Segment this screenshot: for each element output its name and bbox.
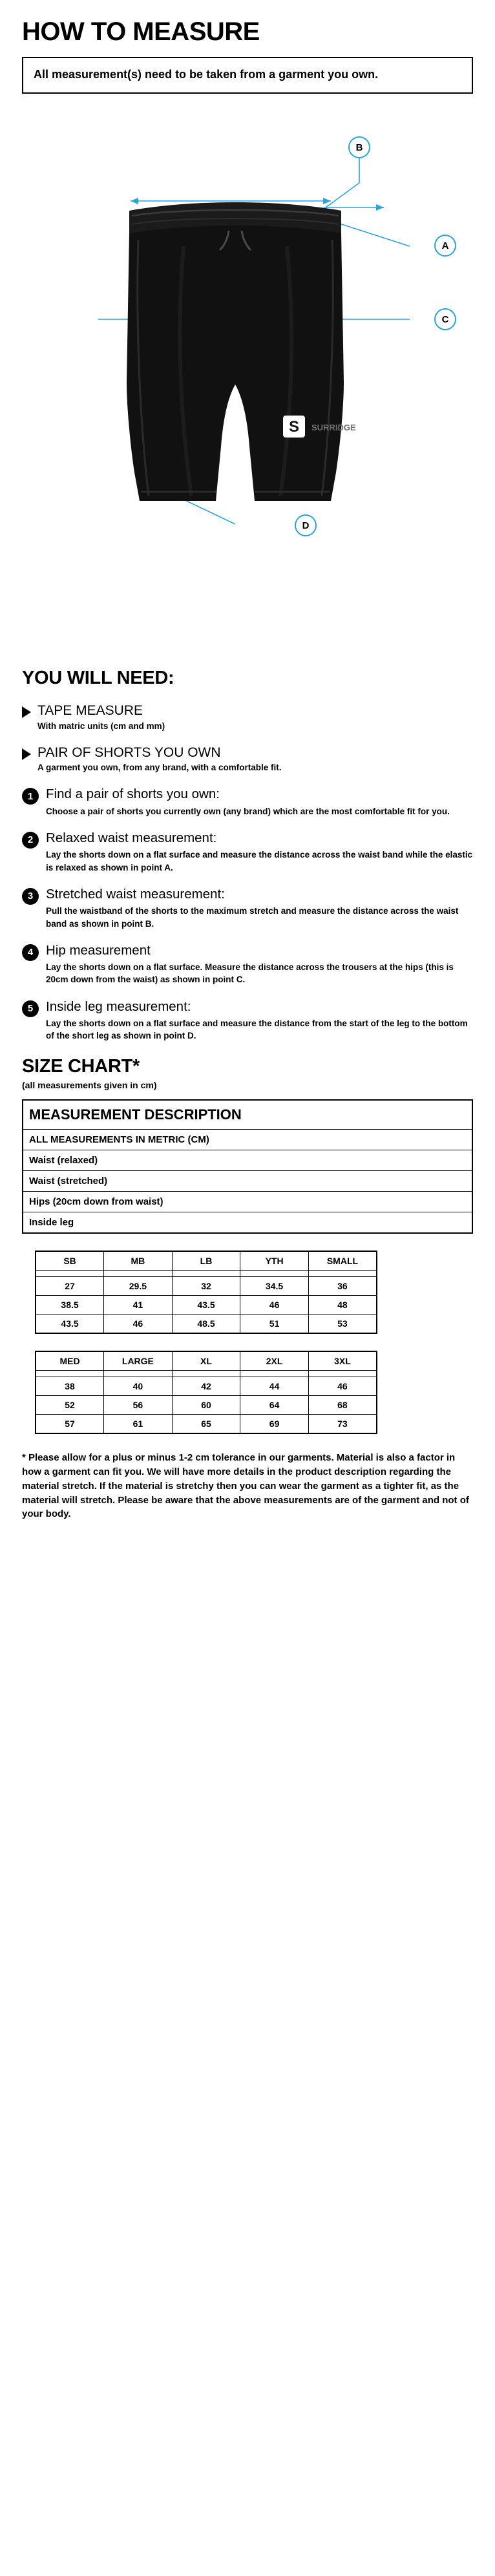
- callout-c-label: C: [441, 313, 449, 325]
- spacer-cell: [240, 1271, 309, 1277]
- spacer-cell: [172, 1371, 240, 1377]
- cell: 27: [36, 1277, 104, 1296]
- table-row: [36, 1377, 377, 1396]
- step-title: Inside leg measurement:: [46, 998, 191, 1014]
- cell: 53: [308, 1314, 377, 1334]
- notice-text: All measurement(s) need to be taken from a garment you own.: [34, 68, 379, 81]
- you-will-need-heading: YOU WILL NEED:: [22, 668, 174, 689]
- svg-text:SURRIDGE: SURRIDGE: [311, 423, 356, 433]
- need-title: TAPE MEASURE: [37, 703, 143, 719]
- measurement-description-header: MEASUREMENT DESCRIPTION: [23, 1100, 472, 1130]
- cell: 38.5: [36, 1296, 104, 1314]
- size-table-adult: [35, 1351, 377, 1434]
- step-title: Relaxed waist measurement:: [46, 830, 217, 845]
- table-row: [36, 1415, 377, 1434]
- shorts-diagram: [22, 111, 473, 653]
- cell: 43.5: [172, 1296, 240, 1314]
- measurement-row-inside-leg: Inside leg: [29, 1217, 74, 1229]
- table-header-row: [36, 1251, 377, 1271]
- cell: 34.5: [240, 1277, 309, 1296]
- cell: 46: [104, 1314, 173, 1334]
- size-header-med: MED: [36, 1351, 104, 1371]
- spacer-cell: [36, 1371, 104, 1377]
- spacer-cell: [104, 1371, 173, 1377]
- cell: 42: [172, 1377, 240, 1396]
- table-row: [23, 1130, 472, 1150]
- size-chart-note: (all measurements given in cm): [22, 1080, 157, 1091]
- cell: 46: [308, 1377, 377, 1396]
- spacer-cell: [308, 1271, 377, 1277]
- table-header-row: [36, 1351, 377, 1371]
- table-row: [23, 1171, 472, 1192]
- measurement-description-table: [22, 1099, 473, 1234]
- size-header-xl: XL: [172, 1351, 240, 1371]
- size-header-3xl: 3XL: [308, 1351, 377, 1371]
- callout-b-label: B: [355, 142, 363, 153]
- shorts-illustration: [22, 111, 473, 653]
- step-1: [22, 787, 473, 818]
- cell: 52: [36, 1396, 104, 1415]
- cell: 46: [240, 1296, 309, 1314]
- cell: 60: [172, 1396, 240, 1415]
- step-5: [22, 999, 473, 1042]
- cell: 41: [104, 1296, 173, 1314]
- triangle-bullet-icon: [22, 748, 31, 760]
- step-desc: Pull the waistband of the shorts to the maximum stretch and measure the distance across the waist band as shown in point B.: [46, 906, 459, 929]
- cell: 64: [240, 1396, 309, 1415]
- spacer-cell: [172, 1271, 240, 1277]
- measurement-row-hips: Hips (20cm down from waist): [23, 1192, 472, 1212]
- need-item-shorts: [22, 745, 473, 774]
- table-row: [36, 1296, 377, 1314]
- size-header-lb: LB: [172, 1251, 240, 1271]
- cell: 48.5: [172, 1314, 240, 1334]
- cell: 40: [104, 1377, 173, 1396]
- size-header-sb: SB: [36, 1251, 104, 1271]
- table-row: [23, 1192, 472, 1212]
- step-2: [22, 830, 473, 874]
- spacer-cell: [308, 1371, 377, 1377]
- cell: 69: [240, 1415, 309, 1434]
- page-title: HOW TO MEASURE: [22, 17, 260, 46]
- step-4: [22, 943, 473, 986]
- cell: 68: [308, 1396, 377, 1415]
- cell: 56: [104, 1396, 173, 1415]
- table-row: [23, 1100, 472, 1130]
- need-title: PAIR OF SHORTS YOU OWN: [37, 744, 221, 760]
- size-header-yth: YTH: [240, 1251, 309, 1271]
- cell: 32: [172, 1277, 240, 1296]
- measurement-row-waist-stretched: Waist (stretched): [23, 1171, 472, 1192]
- cell: 36: [308, 1277, 377, 1296]
- size-header-mb: MB: [104, 1251, 173, 1271]
- notice-box: [22, 57, 473, 94]
- cell: 65: [172, 1415, 240, 1434]
- table-row: [23, 1212, 472, 1234]
- table-spacer-row: [36, 1271, 377, 1277]
- size-chart-footnote: * Please allow for a plus or minus 1-2 cm tolerance in our garments. Material is also a factor in how a garment can fit you. We will have more details in the product description regarding the material stretch. If the material is stretchy then you can wear the garment as a tighter fit, as the material will stretch. Please be aware that the above measurements are of the garment and not of your body.: [22, 1452, 469, 1520]
- step-title: Hip measurement: [46, 942, 151, 958]
- spacer-cell: [240, 1371, 309, 1377]
- cell: 61: [104, 1415, 173, 1434]
- step-number: 1: [22, 788, 39, 805]
- step-desc: Choose a pair of shorts you currently own (any brand) which are the most comfortable fit for you.: [46, 806, 450, 816]
- step-desc: Lay the shorts down on a flat surface. Measure the distance across the trousers at the hips (this is 20cm down from the waist) as shown in point C.: [46, 962, 454, 985]
- need-desc: With matric units (cm and mm): [37, 721, 165, 731]
- step-title: Find a pair of shorts you own:: [46, 787, 220, 802]
- step-number: 3: [22, 888, 39, 905]
- spacer-cell: [104, 1271, 173, 1277]
- measurement-row-waist-relaxed: Waist (relaxed): [23, 1150, 472, 1171]
- size-chart-heading: SIZE CHART*: [22, 1056, 140, 1077]
- cell: 43.5: [36, 1314, 104, 1334]
- triangle-bullet-icon: [22, 706, 31, 718]
- step-3: [22, 887, 473, 930]
- cell: 57: [36, 1415, 104, 1434]
- step-desc: Lay the shorts down on a flat surface and measure the distance across the waist band while the elastic is relaxed as shown in point A.: [46, 850, 473, 872]
- cell: 73: [308, 1415, 377, 1434]
- size-header-large: LARGE: [104, 1351, 173, 1371]
- cell: 48: [308, 1296, 377, 1314]
- cell: 29.5: [104, 1277, 173, 1296]
- size-header-2xl: 2XL: [240, 1351, 309, 1371]
- step-number: 4: [22, 944, 39, 961]
- cell: 38: [36, 1377, 104, 1396]
- table-row: [36, 1396, 377, 1415]
- cell: 44: [240, 1377, 309, 1396]
- step-number: 2: [22, 832, 39, 849]
- need-desc: A garment you own, from any brand, with a comfortable fit.: [37, 762, 282, 772]
- cell: 51: [240, 1314, 309, 1334]
- size-header-small: SMALL: [308, 1251, 377, 1271]
- table-row: [23, 1150, 472, 1171]
- spacer-cell: [36, 1271, 104, 1277]
- size-table-youth: [35, 1251, 377, 1334]
- step-desc: Lay the shorts down on a flat surface and measure the distance from the start of the leg to the bottom of the short leg as shown in point D.: [46, 1019, 468, 1041]
- need-item-tape-measure: [22, 703, 473, 732]
- step-title: Stretched waist measurement:: [46, 886, 225, 902]
- measurement-units-subheader: ALL MEASUREMENTS IN METRIC (CM): [23, 1130, 472, 1150]
- table-row: [36, 1277, 377, 1296]
- step-number: 5: [22, 1000, 39, 1017]
- table-spacer-row: [36, 1371, 377, 1377]
- callout-a-label: A: [441, 240, 449, 251]
- callout-d-label: D: [302, 520, 310, 531]
- svg-text:S: S: [288, 418, 300, 436]
- table-row: [36, 1314, 377, 1334]
